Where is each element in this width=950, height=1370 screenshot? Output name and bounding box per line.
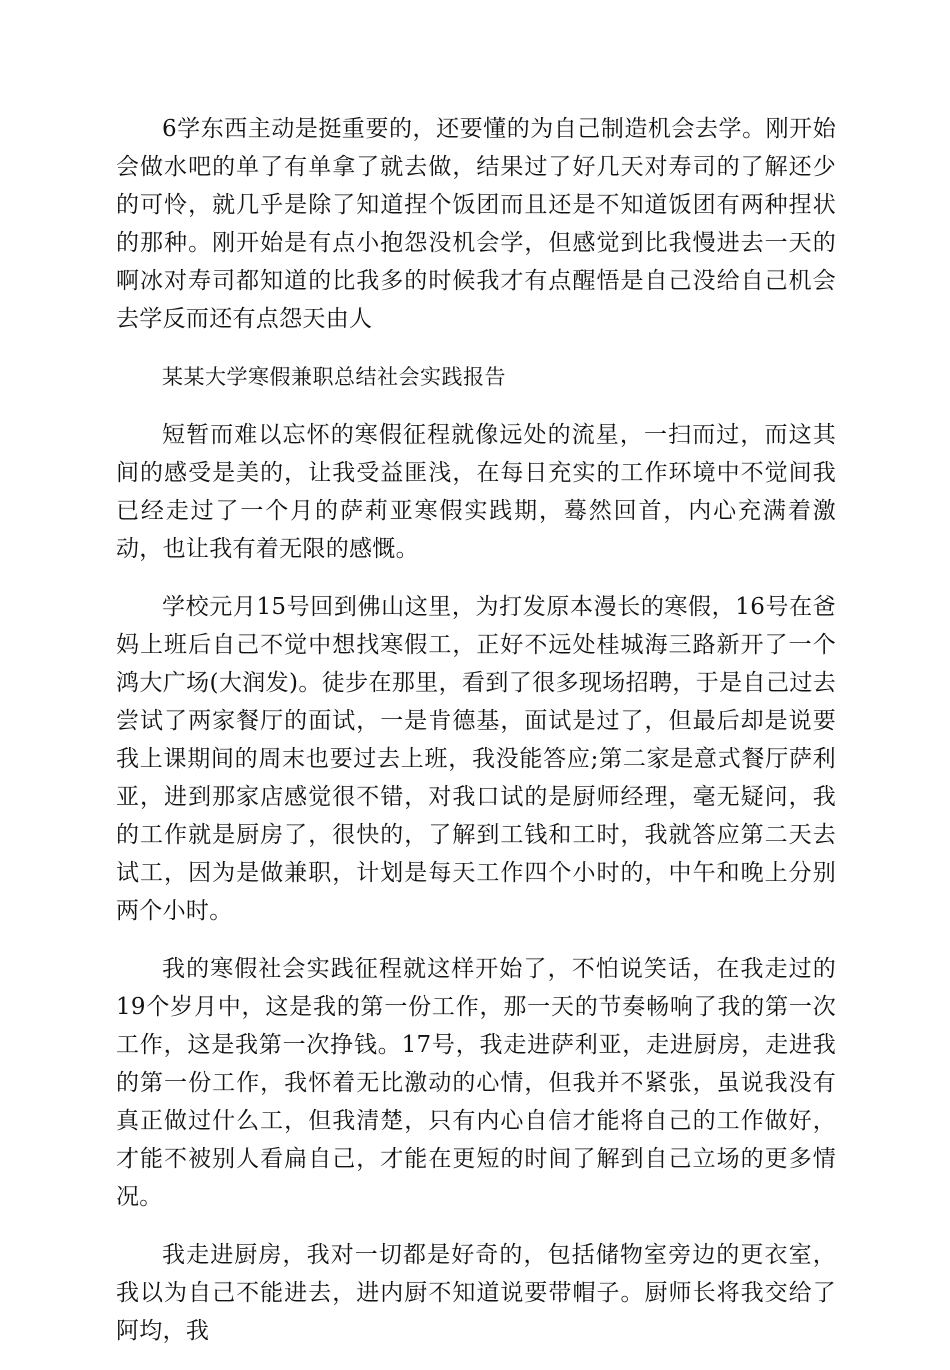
paragraph-sushi-learning: 6学东西主动是挺重要的，还要懂的为自己制造机会去学。刚开始会做水吧的单了有单拿了就去做，结果过了好几天对寿司的了解还少的可怜，就几乎是除了知道捏个饭团而且还是不知道饭团有两种捏状的那种。刚开始是有点小抱怨没机会学，但感觉到比我慢进去一天的啊冰对寿司都知道的比我多的时候我才有点醒悟是自己没给自己机会去学反而还有点怨天由人 [116,116,836,332]
document-page [116,110,836,1370]
report-title: 某某大学寒假兼职总结社会实践报告 [162,365,506,389]
paragraph-job-search: 学校元月15号回到佛山这里，为打发原本漫长的寒假，16号在爸妈上班后自己不觉中想找寒假工，正好不远处桂城海三路新开了一个鸿大广场(大润发)。徒步在那里，看到了很多现场招聘，于是自己过去尝试了两家餐厅的面试，一是肯德基，面试是过了，但最后却是说要我上课期间的周末也要过去上班，我没能答应;第二家是意式餐厅萨利亚，进到那家店感觉很不错，对我口试的是厨师经理，毫无疑问，我的工作就是厨房了，很快的，了解到工钱和工时，我就答应第二天去试工，因为是做兼职，计划是每天工作四个小时的，中午和晚上分别两个小时。 [116,594,836,924]
paragraph-first-job: 我的寒假社会实践征程就这样开始了，不怕说笑话，在我走过的19个岁月中，这是我的第一份工作，那一天的节奏畅响了我的第一次工作，这是我第一次挣钱。17号，我走进萨利亚，走进厨房，走进我的第一份工作，我怀着无比激动的心情，但我并不紧张，虽说我没有真正做过什么工，但我清楚，只有内心自信才能将自己的工作做好，才能不被别人看扁自己，才能在更短的时间了解到自己立场的更多情况。 [116,956,836,1210]
paragraph-intro: 短暂而难以忘怀的寒假征程就像远处的流星，一扫而过，而这其间的感受是美的，让我受益匪浅，在每日充实的工作环境中不觉间我已经走过了一个月的萨莉亚寒假实践期，蓦然回首，内心充满着激动，也让我有着无限的感慨。 [116,422,836,562]
paragraph-kitchen: 我走进厨房，我对一切都是好奇的，包括储物室旁边的更衣室，我以为自己不能进去，进内厨不知道说要带帽子。厨师长将我交给了阿均，我 [116,1242,836,1344]
